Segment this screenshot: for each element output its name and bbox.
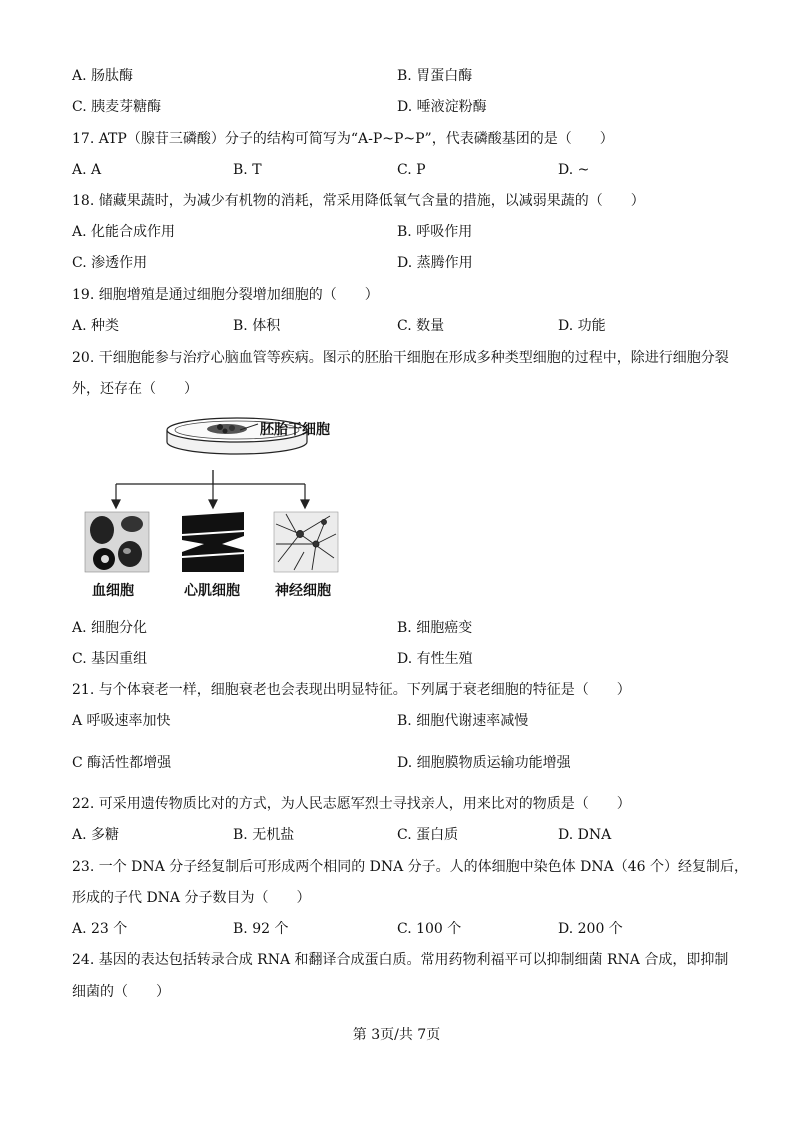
q17-option-b: B. T [233, 162, 262, 178]
q18-option-b: B. 呼吸作用 [397, 224, 473, 240]
q17-option-c: C. P [397, 162, 426, 178]
q17-option-a: A. A [72, 162, 102, 178]
q23-option-c: C. 100 个 [397, 921, 462, 937]
q22-option-b: B. 无机盐 [233, 827, 295, 843]
embryonic-stem-cell-label: 胚胎干细胞 [260, 422, 330, 438]
q21-option-a: A 呼吸速率加快 [72, 713, 171, 729]
branch-arrows [112, 470, 309, 508]
q21-stem: 21. 与个体衰老一样，细胞衰老也会表现出明显特征。下列属于衰老细胞的特征是（ ） [72, 682, 631, 698]
q18-option-c: C. 渗透作用 [72, 255, 148, 271]
q19-option-d: D. 功能 [558, 318, 606, 334]
q18-option-d: D. 蒸腾作用 [397, 255, 473, 271]
q22-stem: 22. 可采用遗传物质比对的方式，为人民志愿军烈士寻找亲人，用来比对的物质是（ ） [72, 796, 631, 812]
q22-option-a: A. 多糖 [72, 827, 120, 843]
blood-cell-icon [85, 512, 149, 572]
q17-option-d: D. ~ [558, 162, 590, 178]
q16-option-d: D. 唾液淀粉酶 [397, 99, 487, 115]
q21-option-c: C 酶活性都增强 [72, 755, 172, 771]
q23-option-a: A. 23 个 [72, 921, 128, 937]
q24-stem-line1: 24. 基因的表达包括转录合成 RNA 和翻译合成蛋白质。常用药物利福平可以抑制细菌 RNA 合成，即抑制 [72, 952, 729, 968]
q18-stem: 18. 储藏果蔬时，为减少有机物的消耗，常采用降低氧气含量的措施，以减弱果蔬的（ ） [72, 193, 645, 209]
cardiac-muscle-cell-icon [182, 512, 244, 572]
q24-stem-line2: 细菌的（ ） [72, 984, 170, 1000]
q20-option-a: A. 细胞分化 [72, 620, 148, 636]
q21-option-d: D. 细胞膜物质运输功能增强 [397, 755, 571, 771]
stem-cell-figure [72, 412, 372, 602]
nerve-cell-label: 神经细胞 [275, 583, 331, 599]
q23-stem-line1: 23. 一个 DNA 分子经复制后可形成两个相同的 DNA 分子。人的体细胞中染色体 DNA（46 个）经复制后， [72, 859, 748, 875]
page-footer: 第 3页/共 7页 [352, 1027, 441, 1043]
cardiac-muscle-cell-label: 心肌细胞 [184, 583, 240, 599]
q19-option-b: B. 体积 [233, 318, 281, 334]
blood-cell-label: 血细胞 [92, 583, 134, 599]
q20-option-d: D. 有性生殖 [397, 651, 473, 667]
q20-stem-line2: 外，还存在（ ） [72, 381, 198, 397]
q22-option-c: C. 蛋白质 [397, 827, 459, 843]
q17-stem: 17. ATP（腺苷三磷酸）分子的结构可简写为“A-P~P~P”，代表磷酸基团的是（ ） [72, 131, 614, 147]
q20-option-b: B. 细胞癌变 [397, 620, 473, 636]
nerve-cell-icon [274, 512, 338, 572]
q19-option-a: A. 种类 [72, 318, 120, 334]
q16-option-a: A. 肠肽酶 [72, 68, 134, 84]
q23-stem-line2: 形成的子代 DNA 分子数目为（ ） [72, 890, 311, 906]
q22-option-d: D. DNA [558, 827, 612, 843]
q16-option-b: B. 胃蛋白酶 [397, 68, 473, 84]
q23-option-b: B. 92 个 [233, 921, 289, 937]
q21-option-b: B. 细胞代谢速率减慢 [397, 713, 529, 729]
q18-option-a: A. 化能合成作用 [72, 224, 176, 240]
q23-option-d: D. 200 个 [558, 921, 623, 937]
q20-stem-line1: 20. 干细胞能参与治疗心脑血管等疾病。图示的胚胎干细胞在形成多种类型细胞的过程中，除进行细胞分裂 [72, 350, 729, 366]
q20-option-c: C. 基因重组 [72, 651, 148, 667]
q19-stem: 19. 细胞增殖是通过细胞分裂增加细胞的（ ） [72, 287, 379, 303]
differentiation-diagram [72, 412, 372, 602]
q16-option-c: C. 胰麦芽糖酶 [72, 99, 162, 115]
q19-option-c: C. 数量 [397, 318, 445, 334]
